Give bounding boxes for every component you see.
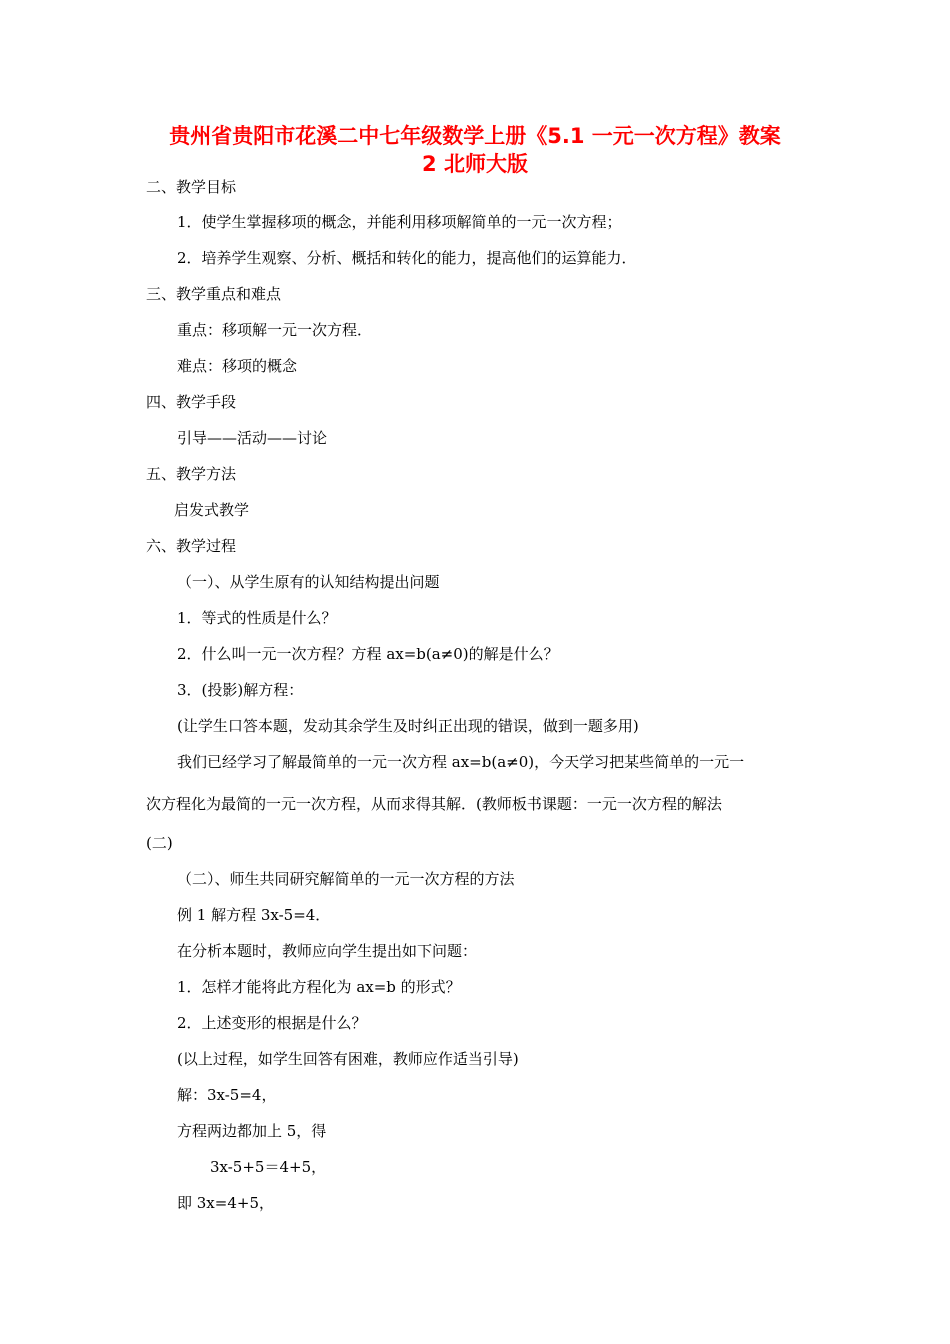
note-oral-answer: (让学生口答本题，发动其余学生及时纠正出现的错误，做到一题多用)	[177, 717, 639, 735]
difficulty-text: 难点：移项的概念	[177, 357, 298, 375]
solution-equation-2: 即 3x=4+5，	[177, 1194, 274, 1212]
paragraph-line-3: (二)	[146, 834, 173, 852]
analysis-question-1: 1．怎样才能将此方程化为 ax=b 的形式？	[177, 978, 461, 996]
document-title-line2: 2 北师大版	[422, 152, 528, 176]
section-heading-means: 四、教学手段	[146, 393, 237, 411]
question-3: 3．(投影)解方程：	[177, 681, 304, 699]
section-heading-key-points: 三、教学重点和难点	[146, 285, 282, 303]
objective-item-2: 2．培养学生观察、分析、概括和转化的能力，提高他们的运算能力．	[177, 249, 637, 267]
question-1: 1．等式的性质是什么？	[177, 609, 337, 627]
question-2: 2．什么叫一元一次方程？方程 ax=b(a≠0)的解是什么？	[177, 645, 559, 663]
guidance-note: (以上过程，如学生回答有困难，教师应作适当引导)	[177, 1050, 519, 1068]
analysis-question-2: 2．上述变形的根据是什么？	[177, 1014, 367, 1032]
section-heading-objectives: 二、教学目标	[146, 178, 237, 196]
document-title-line1: 贵州省贵阳市花溪二中七年级数学上册《5.1 一元一次方程》教案	[169, 124, 781, 148]
solution-step-1: 方程两边都加上 5，得	[177, 1122, 327, 1140]
analysis-intro: 在分析本题时，教师应向学生提出如下问题：	[177, 942, 478, 960]
method-text: 启发式教学	[174, 501, 250, 519]
example-1: 例 1 解方程 3x-5=4．	[177, 906, 331, 924]
process-step-2-heading: （二）、师生共同研究解简单的一元一次方程的方法	[177, 870, 515, 888]
means-text: 引导——活动——讨论	[177, 429, 328, 447]
section-heading-process: 六、教学过程	[146, 537, 237, 555]
solution-equation-1: 3x-5+5＝4+5，	[210, 1158, 327, 1176]
solution-start: 解：3x-5=4，	[177, 1086, 277, 1104]
paragraph-line-1: 我们已经学习了解最简单的一元一次方程 ax=b(a≠0)，今天学习把某些简单的一元一	[177, 753, 745, 771]
section-heading-method: 五、教学方法	[146, 465, 237, 483]
process-step-1-heading: （一）、从学生原有的认知结构提出问题	[177, 573, 440, 591]
paragraph-line-2: 次方程化为最简的一元一次方程，从而求得其解．(教师板书课题：一元一次方程的解法	[146, 795, 722, 813]
key-point-text: 重点：移项解一元一次方程．	[177, 321, 373, 339]
objective-item-1: 1．使学生掌握移项的概念，并能利用移项解简单的一元一次方程；	[177, 213, 622, 231]
